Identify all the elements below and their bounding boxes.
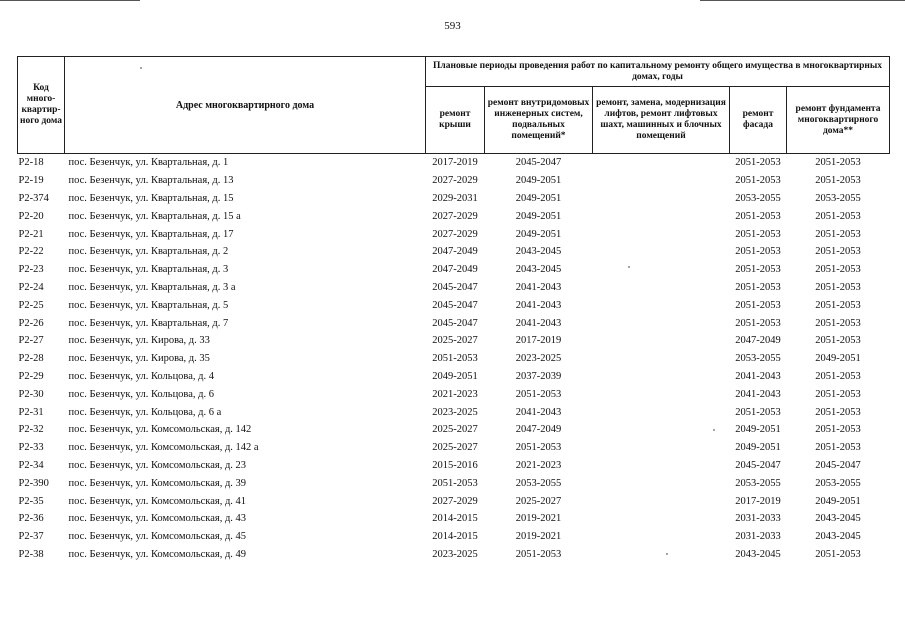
cell-roof-period: 2027-2029: [432, 175, 478, 187]
cell-roof-period: 2025-2027: [432, 335, 478, 347]
cell-address: пос. Безенчук, ул. Квартальная, д. 7: [68, 317, 229, 329]
cell-code: Р2-21: [18, 228, 44, 240]
cell-foundation-period: 2053-2055: [815, 192, 861, 204]
cell-elevators-period: [593, 296, 730, 314]
cell-roof-period: 2029-2031: [432, 192, 478, 204]
cell-code: Р2-33: [18, 442, 44, 454]
cell-code: Р2-36: [18, 513, 44, 525]
table-row: [18, 154, 890, 172]
cell-roof-period: 2023-2025: [432, 548, 478, 560]
cell-facade-period: 2053-2055: [735, 192, 781, 204]
cell-address: пос. Безенчук, ул. Кольцова, д. 6: [68, 388, 215, 400]
cell-code: Р2-24: [18, 281, 44, 293]
header-address: Адрес многоквартирного дома: [65, 57, 426, 154]
scan-speck: [666, 553, 668, 555]
cell-address: пос. Безенчук, ул. Комсомольская, д. 39: [68, 477, 247, 489]
cell-code: Р2-19: [18, 175, 44, 187]
cell-roof-period: 2021-2023: [432, 388, 478, 400]
cell-code: Р2-27: [18, 335, 44, 347]
cell-facade-period: 2051-2053: [735, 228, 781, 240]
cell-elevators-period: [593, 279, 730, 297]
table-row: [18, 457, 890, 475]
cell-address: пос. Безенчук, ул. Квартальная, д. 17: [68, 228, 234, 240]
cell-address: пос. Безенчук, ул. Квартальная, д. 15: [68, 192, 234, 204]
cell-foundation-period: 2049-2051: [815, 495, 861, 507]
table-body: [18, 154, 890, 564]
cell-foundation-period: 2051-2053: [815, 335, 861, 347]
cell-roof-period: 2025-2027: [432, 442, 478, 454]
table-row: [18, 261, 890, 279]
cell-code: Р2-31: [18, 406, 44, 418]
table-row: [18, 243, 890, 261]
cell-facade-period: 2041-2043: [735, 370, 781, 382]
cell-elevators-period: [593, 225, 730, 243]
cell-engineering-period: 2051-2053: [515, 388, 562, 400]
cell-address: пос. Безенчук, ул. Квартальная, д. 13: [68, 175, 234, 187]
cell-code: Р2-20: [18, 210, 44, 222]
cell-roof-period: 2014-2015: [432, 513, 478, 525]
cell-foundation-period: 2051-2053: [815, 175, 861, 187]
cell-foundation-period: 2051-2053: [815, 406, 861, 418]
table-row: [18, 510, 890, 528]
table-row: [18, 492, 890, 510]
cell-code: Р2-34: [18, 459, 44, 471]
cell-elevators-period: [593, 385, 730, 403]
cell-foundation-period: 2051-2053: [815, 210, 861, 222]
cell-roof-period: 2027-2029: [432, 210, 478, 222]
cell-facade-period: 2049-2051: [735, 442, 781, 454]
table-row: [18, 314, 890, 332]
cell-engineering-period: 2041-2043: [515, 281, 562, 293]
cell-roof-period: 2025-2027: [432, 424, 478, 436]
cell-code: Р2-22: [18, 246, 44, 258]
cell-facade-period: 2051-2053: [735, 317, 781, 329]
cell-engineering-period: 2019-2021: [515, 531, 562, 543]
cell-roof-period: 2027-2029: [432, 228, 478, 240]
cell-facade-period: 2051-2053: [735, 246, 781, 258]
cell-roof-period: 2017-2019: [432, 157, 478, 169]
cell-elevators-period: [593, 314, 730, 332]
cell-foundation-period: 2043-2045: [815, 531, 861, 543]
table-row: [18, 403, 890, 421]
cell-roof-period: 2049-2051: [432, 370, 478, 382]
cell-address: пос. Безенчук, ул. Комсомольская, д. 45: [68, 531, 247, 543]
cell-elevators-period: [593, 474, 730, 492]
cell-address: пос. Безенчук, ул. Кольцова, д. 4: [68, 370, 215, 382]
cell-foundation-period: 2051-2053: [815, 442, 861, 454]
cell-elevators-period: [593, 421, 730, 439]
cell-code: Р2-37: [18, 531, 44, 543]
cell-facade-period: 2051-2053: [735, 281, 781, 293]
cell-foundation-period: 2051-2053: [815, 299, 861, 311]
cell-elevators-period: [593, 368, 730, 386]
cell-elevators-period: [593, 439, 730, 457]
cell-facade-period: 2017-2019: [735, 495, 781, 507]
cell-address: пос. Безенчук, ул. Кирова, д. 35: [68, 353, 210, 365]
table-row: [18, 225, 890, 243]
cell-engineering-period: 2021-2023: [515, 459, 562, 471]
cell-facade-period: 2045-2047: [735, 459, 781, 471]
cell-roof-period: 2045-2047: [432, 281, 478, 293]
table-row: [18, 332, 890, 350]
cell-engineering-period: 2041-2043: [515, 317, 562, 329]
cell-roof-period: 2045-2047: [432, 299, 478, 311]
page-number: 593: [444, 20, 461, 32]
cell-facade-period: 2051-2053: [735, 157, 781, 169]
header-elevators: ремонт, замена, модернизация лифтов, ремонт лифтовых шахт, машинных и блочных помещений: [593, 87, 730, 154]
cell-elevators-period: [593, 172, 730, 190]
cell-elevators-period: [593, 528, 730, 546]
cell-engineering-period: 2043-2045: [515, 246, 562, 258]
cell-facade-period: 2043-2045: [735, 548, 781, 560]
cell-code: Р2-35: [18, 495, 44, 507]
cell-code: Р2-28: [18, 353, 44, 365]
cell-foundation-period: 2051-2053: [815, 264, 861, 276]
cell-facade-period: 2041-2043: [735, 388, 781, 400]
cell-address: пос. Безенчук, ул. Комсомольская, д. 142 а: [68, 442, 259, 454]
cell-foundation-period: 2051-2053: [815, 228, 861, 240]
cell-elevators-period: [593, 403, 730, 421]
cell-facade-period: 2051-2053: [735, 264, 781, 276]
cell-engineering-period: 2037-2039: [515, 370, 562, 382]
cell-address: пос. Безенчук, ул. Комсомольская, д. 23: [68, 459, 247, 471]
table-row: [18, 350, 890, 368]
cell-engineering-period: 2023-2025: [515, 353, 562, 365]
cell-roof-period: 2047-2049: [432, 246, 478, 258]
header-planned-periods: Плановые периоды проведения работ по капитальному ремонту общего имущества в многоквартирных домах, годы: [426, 57, 890, 87]
cell-foundation-period: 2051-2053: [815, 388, 861, 400]
table-row: [18, 172, 890, 190]
cell-code: Р2-23: [18, 264, 44, 276]
cell-facade-period: 2051-2053: [735, 210, 781, 222]
cell-code: Р2-390: [18, 477, 49, 489]
table-row: [18, 528, 890, 546]
cell-elevators-period: [593, 154, 730, 172]
cell-engineering-period: 2051-2053: [515, 442, 562, 454]
cell-elevators-period: [593, 350, 730, 368]
table-row: [18, 296, 890, 314]
cell-engineering-period: 2045-2047: [515, 157, 562, 169]
cell-code: Р2-32: [18, 424, 44, 436]
scan-speck: [713, 429, 715, 431]
cell-address: пос. Безенчук, ул. Кольцова, д. 6 а: [68, 406, 222, 418]
cell-code: Р2-26: [18, 317, 44, 329]
header-engineering: ремонт внутридомовых инженерных систем, подвальных помещений*: [485, 87, 593, 154]
cell-elevators-period: [593, 510, 730, 528]
scan-edge-line-left: [0, 0, 140, 1]
cell-foundation-period: 2051-2053: [815, 424, 861, 436]
cell-foundation-period: 2051-2053: [815, 281, 861, 293]
cell-elevators-period: [593, 332, 730, 350]
cell-engineering-period: 2017-2019: [515, 335, 562, 347]
scan-speck: [628, 266, 630, 268]
cell-roof-period: 2014-2015: [432, 531, 478, 543]
cell-foundation-period: 2051-2053: [815, 246, 861, 258]
cell-elevators-period: [593, 207, 730, 225]
cell-foundation-period: 2051-2053: [815, 157, 861, 169]
header-facade: ремонт фасада: [730, 87, 787, 154]
cell-address: пос. Безенчук, ул. Квартальная, д. 2: [68, 246, 229, 258]
repair-schedule-table: [17, 56, 890, 563]
cell-engineering-period: 2041-2043: [515, 299, 562, 311]
table-row: [18, 368, 890, 386]
cell-facade-period: 2051-2053: [735, 299, 781, 311]
cell-address: пос. Безенчук, ул. Квартальная, д. 3 а: [68, 281, 236, 293]
cell-engineering-period: 2049-2051: [515, 228, 562, 240]
table-row: [18, 421, 890, 439]
cell-engineering-period: 2025-2027: [515, 495, 562, 507]
cell-address: пос. Безенчук, ул. Квартальная, д. 1: [68, 157, 229, 169]
table-row: [18, 279, 890, 297]
cell-elevators-period: [593, 457, 730, 475]
header-foundation: ремонт фундамента многоквартирного дома**: [787, 87, 890, 154]
cell-elevators-period: [593, 190, 730, 208]
header-roof: ремонт крыши: [426, 87, 485, 154]
cell-facade-period: 2031-2033: [735, 531, 781, 543]
table-row: [18, 207, 890, 225]
cell-address: пос. Безенчук, ул. Квартальная, д. 3: [68, 264, 229, 276]
cell-engineering-period: 2049-2051: [515, 192, 562, 204]
cell-engineering-period: 2047-2049: [515, 424, 562, 436]
cell-elevators-period: [593, 261, 730, 279]
cell-code: Р2-29: [18, 370, 44, 382]
cell-facade-period: 2053-2055: [735, 477, 781, 489]
cell-address: пос. Безенчук, ул. Комсомольская, д. 41: [68, 495, 247, 507]
cell-elevators-period: [593, 492, 730, 510]
cell-foundation-period: 2051-2053: [815, 548, 861, 560]
cell-address: пос. Безенчук, ул. Кирова, д. 33: [68, 335, 210, 347]
cell-foundation-period: 2045-2047: [815, 459, 861, 471]
cell-address: пос. Безенчук, ул. Комсомольская, д. 43: [68, 513, 247, 525]
cell-foundation-period: 2049-2051: [815, 353, 861, 365]
cell-foundation-period: 2043-2045: [815, 513, 861, 525]
cell-engineering-period: 2049-2051: [515, 175, 562, 187]
table-row: [18, 546, 890, 564]
cell-roof-period: 2051-2053: [432, 477, 478, 489]
table-row: [18, 385, 890, 403]
cell-elevators-period: [593, 546, 730, 564]
cell-facade-period: 2031-2033: [735, 513, 781, 525]
cell-code: Р2-30: [18, 388, 44, 400]
cell-engineering-period: 2041-2043: [515, 406, 562, 418]
cell-code: Р2-25: [18, 299, 44, 311]
cell-engineering-period: 2053-2055: [515, 477, 562, 489]
cell-foundation-period: 2051-2053: [815, 317, 861, 329]
cell-facade-period: 2051-2053: [735, 406, 781, 418]
cell-roof-period: 2045-2047: [432, 317, 478, 329]
scan-edge-line-right: [700, 0, 905, 1]
cell-facade-period: 2047-2049: [735, 335, 781, 347]
cell-foundation-period: 2051-2053: [815, 370, 861, 382]
cell-engineering-period: 2049-2051: [515, 210, 562, 222]
table-row: [18, 439, 890, 457]
cell-facade-period: 2049-2051: [735, 424, 781, 436]
cell-foundation-period: 2053-2055: [815, 477, 861, 489]
cell-facade-period: 2051-2053: [735, 175, 781, 187]
cell-roof-period: 2015-2016: [432, 459, 478, 471]
cell-roof-period: 2023-2025: [432, 406, 478, 418]
cell-engineering-period: 2043-2045: [515, 264, 562, 276]
cell-address: пос. Безенчук, ул. Комсомольская, д. 49: [68, 548, 247, 560]
cell-address: пос. Безенчук, ул. Квартальная, д. 5: [68, 299, 229, 311]
cell-roof-period: 2051-2053: [432, 353, 478, 365]
cell-address: пос. Безенчук, ул. Комсомольская, д. 142: [68, 424, 252, 436]
cell-address: пос. Безенчук, ул. Квартальная, д. 15 а: [68, 210, 241, 222]
table-header: [18, 57, 890, 154]
cell-engineering-period: 2051-2053: [515, 548, 562, 560]
cell-engineering-period: 2019-2021: [515, 513, 562, 525]
table-row: [18, 474, 890, 492]
scan-speck: [140, 67, 142, 69]
cell-code: Р2-38: [18, 548, 44, 560]
cell-roof-period: 2047-2049: [432, 264, 478, 276]
header-code: Код много-квартир-ного дома: [18, 57, 65, 154]
table-row: [18, 190, 890, 208]
cell-roof-period: 2027-2029: [432, 495, 478, 507]
cell-facade-period: 2053-2055: [735, 353, 781, 365]
cell-code: Р2-18: [18, 157, 44, 169]
cell-elevators-period: [593, 243, 730, 261]
cell-code: Р2-374: [18, 192, 49, 204]
